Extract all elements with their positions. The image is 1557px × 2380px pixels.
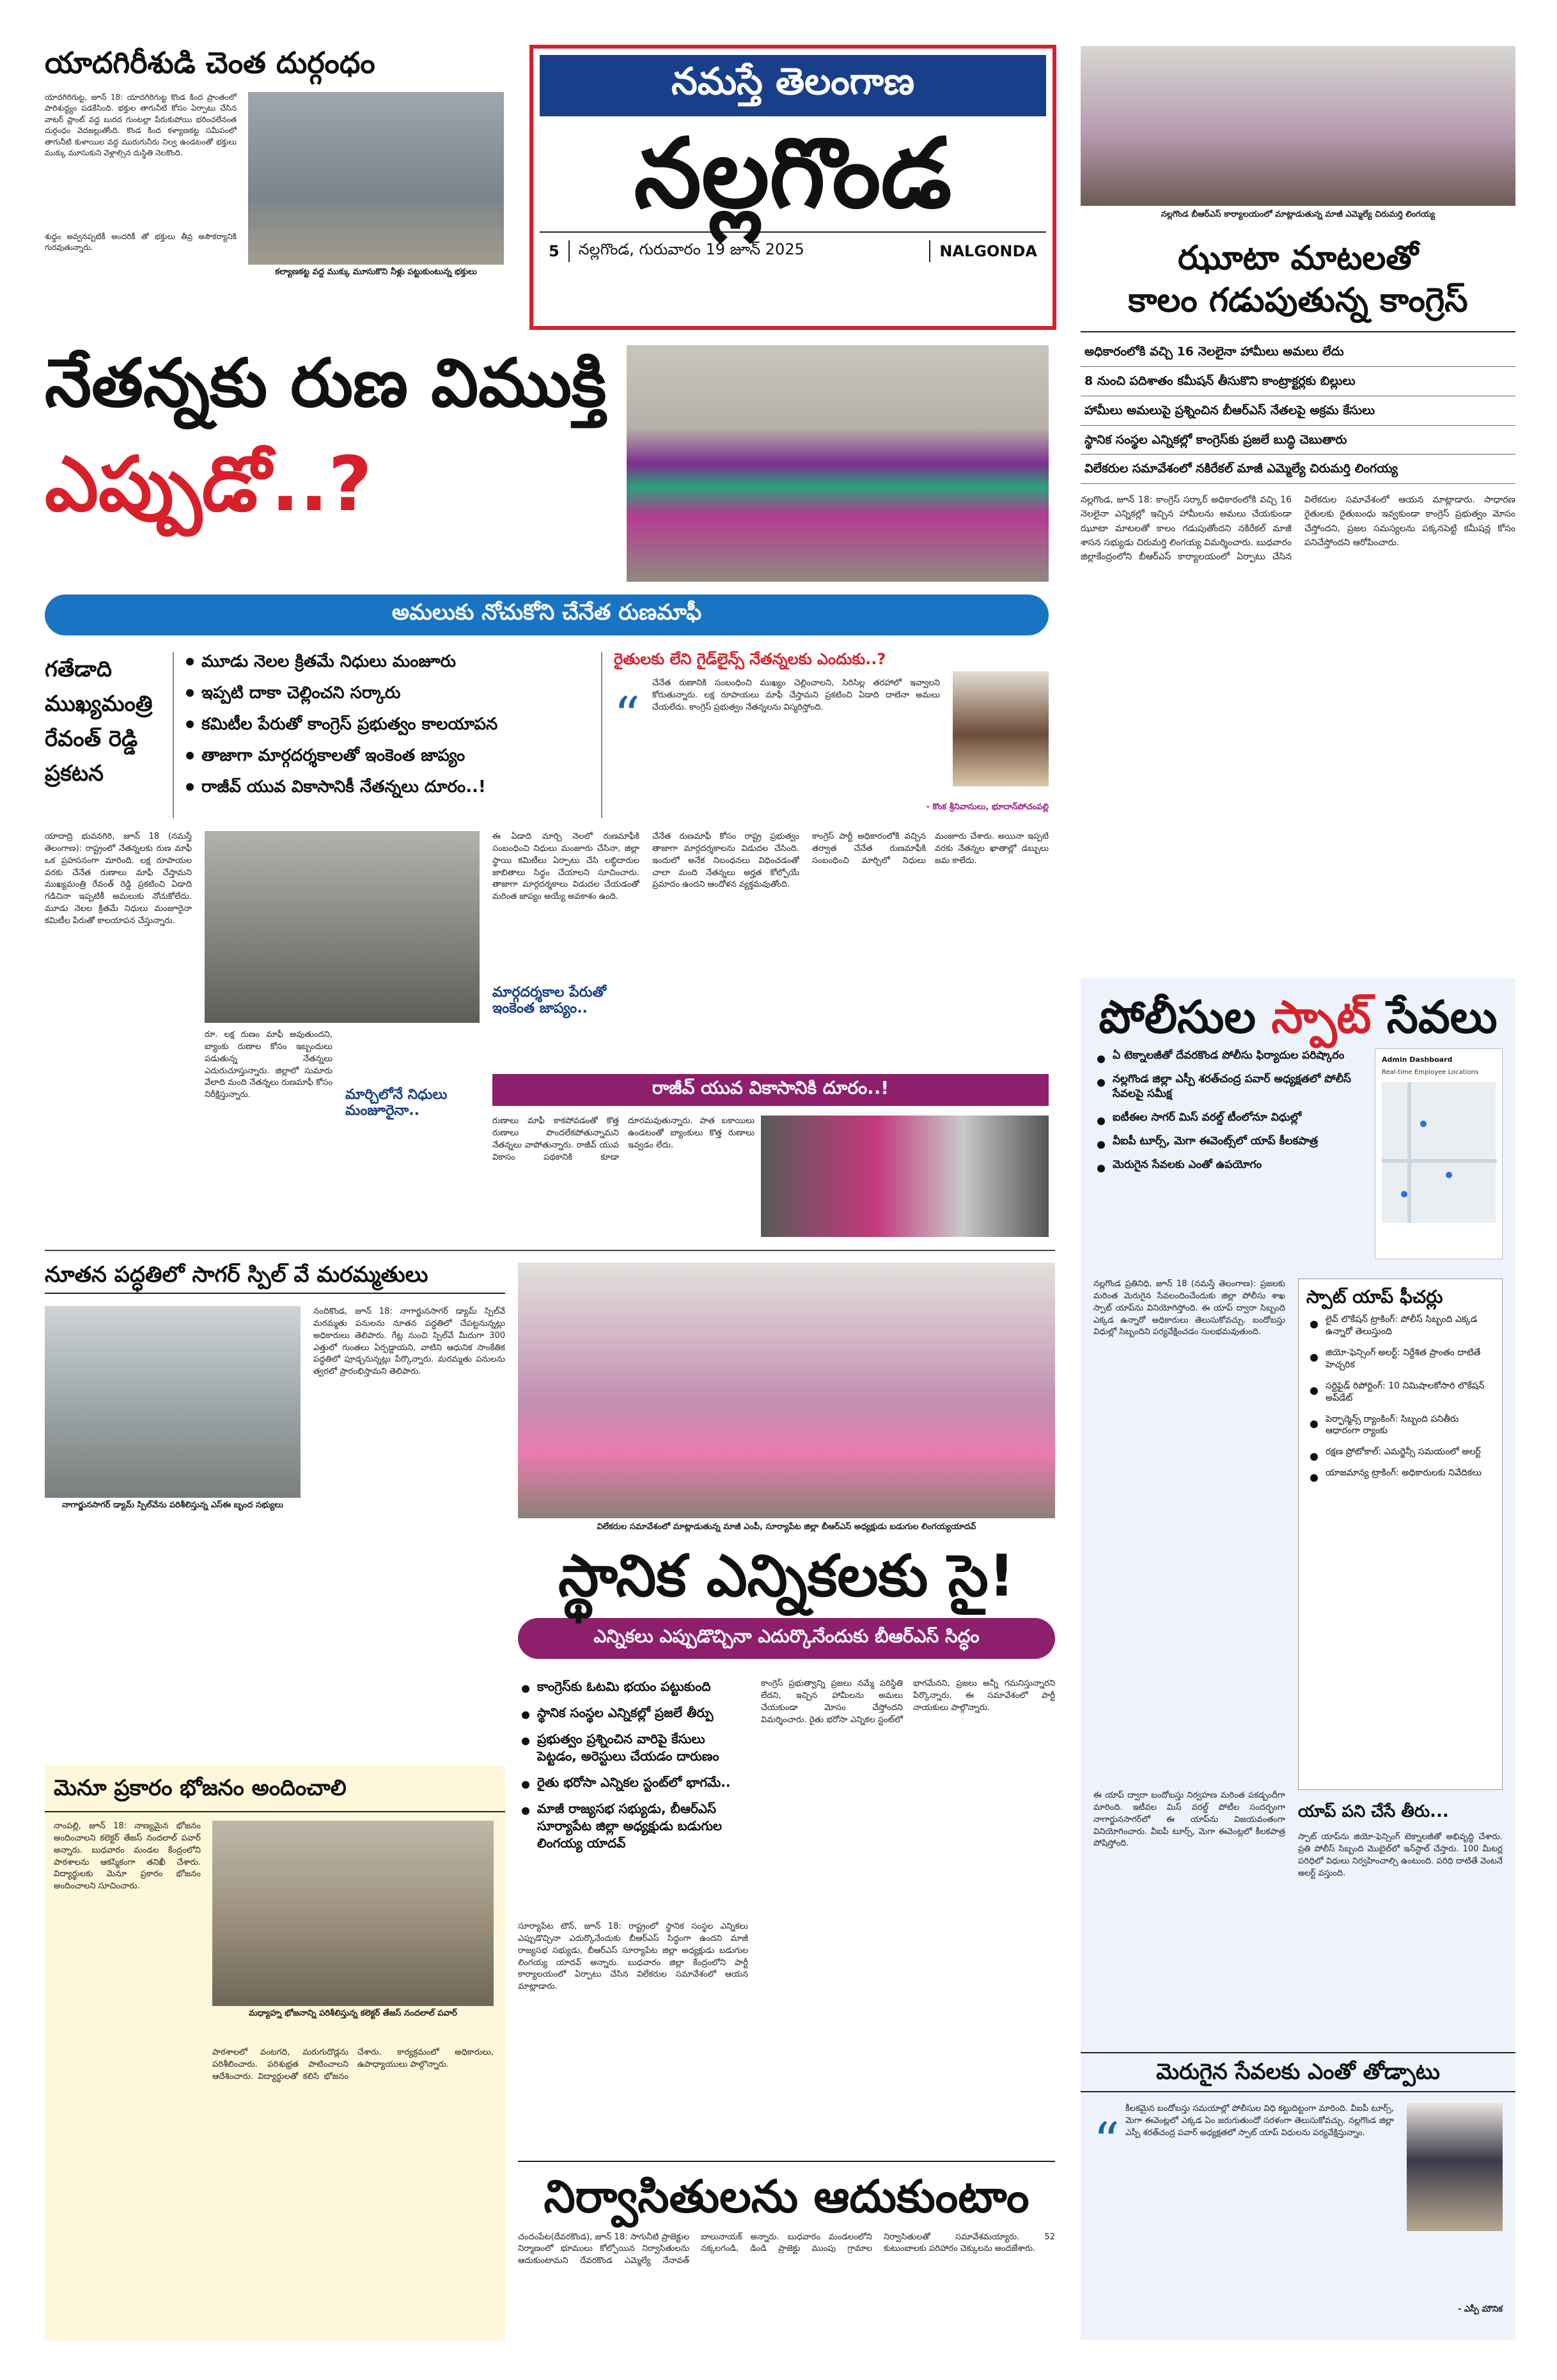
brs-meet-headline: స్థానిక ఎన్నికలకు సై! (558, 1542, 1015, 1610)
menu-story (45, 1766, 505, 2341)
weaver-point: కమిటీల పేరుతో కాంగ్రెస్ ప్రభుత్వం కాలయాపన (182, 713, 591, 736)
weaver-quote-title: రైతులకు లేని గైడ్‌లైన్స్ నేతన్నలకు ఎందుకు..? (614, 650, 886, 668)
press-meet-point: అధికారంలోకి వచ్చి 16 నెలలైనా హామీలు అమలు లేదు (1081, 338, 1515, 367)
yadagiri-story (45, 46, 505, 321)
weaver-point: ఇప్పటి దాకా చెల్లించని సర్కారు (182, 682, 591, 704)
brs-meet-point: కాంగ్రెస్‌కు ఓటమి భయం పట్టుకుంది (518, 1678, 748, 1695)
feature-item: సర్టిఫైడ్ రిపోర్టింగ్: 10 నిమిషాలకోసారి లొకేషన్ అప్‌డేట్ (1306, 1380, 1494, 1404)
weaver-banner (45, 595, 1049, 635)
press-meet-headline-2: కాలం గడుపుతున్న కాంగ్రెస్ (1128, 281, 1468, 320)
how-title: యాప్ పని చేసే తీరు... (1298, 1802, 1449, 1821)
press-meet-points (1081, 338, 1515, 483)
masthead-date-bar (540, 231, 1046, 270)
brs-meet-point: మాజీ రాజ్యసభ సభ్యుడు, బీఆర్ఎస్ సూర్యాపేట జిల్లా అధ్యక్షుడు బడుగుల లింగయ్య యాదవ్ (518, 1800, 748, 1852)
brs-meet-point: స్థానిక సంస్థల ఎన్నికల్లో ప్రజలే తీర్పు (518, 1704, 748, 1722)
sagar-headline: నూతన పద్ధతిలో సాగర్ స్పిల్ వే మరమ్మతులు (45, 1263, 505, 1294)
yadagiri-body: యాదగిరిగుట్ట, జూన్ 18: యాదగిరిగుట్ట కొండ కింద ప్రాంతంలో పారిశుద్ధ్యం పడకేసింది. భక్తుల తాగునీటి కోసం ఏర్పాటు చేసిన వాటర్ ప్లాంట్ వద్ద బురద గుంటల్లా పేరుకుపోయి భరించలేనంత దుర్గంధం వెదజల్లుతోంది. కొండ కింద కళ్యాణకట్ట సమీపంలో తాగునీటి కుళాయిల వద్ద మురుగునీరు నిల్వ ఉండటంతో భక్తులు ముక్కు మూసుకుని వెళ్లాల్సిన దుస్థితి నెలకొంది. (45, 93, 237, 157)
sagar-caption: నాగార్జునసాగర్ డ్యామ్ స్పిల్‌వేను పరిశీలిస్తున్న ఎస్ఈ బృంద సభ్యులు (62, 1500, 283, 1510)
weaver-body-3: చేనేత రుణమాఫీ కోసం రాష్ట్ర ప్రభుత్వం తాజాగా మార్గదర్శకాలను విడుదల చేసింది. ఇందులో అనేక నిబంధనలు విధించడంతో చాలా మంది నేతన్నలు అర్హత కోల్పోయే ప్రమాదం ఉందని ఆందోళన వ్యక్తమవుతోంది. (652, 832, 799, 890)
app-subtitle: Real-time Employee Locations (1382, 1069, 1479, 1076)
press-meet-point: హామీలు అమలుపై ప్రశ్నించిన బీఆర్ఎస్ నేతలపై అక్రమ కేసులు (1081, 396, 1515, 426)
edition-english: NALGONDA (939, 242, 1037, 260)
page-number: 5 (549, 242, 559, 260)
police-point: వీఐపీ టూర్స్, మెగా ఈవెంట్స్‌లో యాప్ కీలకపాత్ర (1093, 1134, 1362, 1149)
brs-meet-point: ప్రభుత్వం ప్రశ్నించిన వారిపై కేసులు పెట్టడం, అరెస్టులు చేయడం దారుణం (518, 1731, 748, 1765)
rajiv-banner (492, 1074, 1049, 1106)
brs-meet-points (518, 1678, 748, 1861)
rajiv-body: రుణాలు మాఫీ కాకపోవడంతో కొత్త రుణాలు పొందలేకపోతున్నామని నేతన్నలు వాపోతున్నారు. రాజీవ్ యువ వికాసం పథకానికి కూడా దూరమవుతున్నారు. పాత బకాయిలు ఉండటంతో బ్యాంకులు కొత్త రుణాలు ఇవ్వడం లేదు. (492, 1116, 755, 1162)
weaver-quote-body: చేనేత రుణానికి సంబంధించి ముఖ్యం చెల్లించాలని, సిరిసిల్ల తరహాలో ఇవ్వాలని కోరుతున్నారు. లక్ష రూపాయలు మాఫీ చేస్తామని ప్రకటించి ఏడాది దాటినా అమలు చేయలేదు. కాంగ్రెస్ ప్రభుత్వం నేతన్నలను విస్మరిస్తోంది. (652, 678, 940, 712)
police-body-1: నల్లగొండ ప్రతినిధి, జూన్ 18 (నమస్తే తెలంగాణ): ప్రజలకు మరింత మెరుగైన సేవలందించేందుకు జిల్లా పోలీసు శాఖ స్పాట్ యాప్‌ను వినియోగిస్తోంది. ఈ యాప్ ద్వారా సిబ్బంది ఎక్కడ ఉన్నారో అధికారులు తెలుసుకోవచ్చు. బందోబస్తు విధుల్లో సిబ్బందిని పర్యవేక్షించడం సులభమవుతుంది. (1093, 1279, 1285, 1337)
rajiv-banner-text: రాజీవ్ యువ వికాసానికి దూరం..! (652, 1077, 889, 1098)
sp-portrait (1407, 2103, 1503, 2231)
brs-meet-caption: విలేకరుల సమావేశంలో మాట్లాడుతున్న మాజీ ఎంపీ, సూర్యాపేట జిల్లా బీఆర్ఎస్ అధ్యక్షుడు బడుగుల లింగయ్యయాదవ్ (597, 1522, 976, 1532)
weaver-subhead-1: మార్గదర్శకాల పేరుతో ఇంకెంత జాప్యం.. (492, 984, 606, 1017)
brs-meet-story (518, 1263, 1055, 2148)
brs-meet-body-2: కాంగ్రెస్ ప్రభుత్వాన్ని ప్రజలు నమ్మే పరిస్థితి లేదని, ఇచ్చిన హామీలను అమలు చేయకుండా మోసం చేస్తోందని విమర్శించారు. రైతు భరోసా ఎన్నికల స్టంట్‌లో భాగమేనని, ప్రజలు అన్నీ గమనిస్తున్నారని పేర్కొన్నారు. ఈ సమావేశంలో పార్టీ నాయకులు పాల్గొన్నారు. (761, 1679, 1055, 1725)
ext-title: మెరుగైన సేవలకు ఎంతో తోడ్పాటు (1081, 2052, 1515, 2092)
quote-mark-icon: “ (1093, 2112, 1120, 2171)
weaver-portrait (953, 671, 1049, 786)
police-point: ఏ టెక్నాలజీతో దేవరకొండ పోలీసు ఫిర్యాదుల పరిష్కారం (1093, 1048, 1362, 1063)
weaver-points (182, 651, 591, 807)
evacuees-headline: నిర్వాసితులను ఆదుకుంటాం (544, 2170, 1029, 2223)
ext-by: - ఎస్పీ మౌనిక (1457, 2305, 1503, 2314)
masthead (529, 45, 1056, 330)
weaver-at-loom-photo (205, 831, 480, 1023)
press-meet-story (1081, 46, 1515, 967)
handloom-saree-photo (761, 1116, 1049, 1237)
masthead-edition: నల్లగొండ (634, 118, 952, 229)
ext-body: కీలకమైన బందోబస్తు సమయాల్లో పోలీసుల విధి కట్టుదిట్టంగా మారింది. వీఐపీ టూర్స్, మెగా ఈవెంట్లలో ఎక్కడ ఏం జరుగుతుందో సరళంగా తెలుసుకోవచ్చు. నల్లగొండ జిల్లా ఎస్పీ శరత్‌చంద్ర పవార్ అధ్యక్షతలో స్పాట్ యాప్ విధులను పర్యవేక్షిస్తున్నాం. (1125, 2104, 1394, 2138)
brs-meet-banner-text: ఎన్నికలు ఎప్పుడొచ్చినా ఎదుర్కొనేందుకు బీఆర్ఎస్ సిద్ధం (593, 1626, 980, 1647)
menu-caption: మధ్యాహ్న భోజనాన్ని పరిశీలిస్తున్న కలెక్టర్ తేజస్ నందలాల్ పవార్ (249, 2009, 457, 2018)
press-meet-body: నల్లగొండ, జూన్ 18: కాంగ్రెస్ సర్కార్ అధికారంలోకి వచ్చి 16 నెలలైనా ఎన్నికల్లో ఇచ్చిన హామీలను అమలు చేయకుండా ఝూటా మాటలతో కాలం గడుపుతోందని నకిరేకల్ మాజీ శాసన సభ్యుడు చిరుమర్తి లింగయ్య విమర్శించారు. బుధవారం జిల్లాకేంద్రంలోని బీఆర్ఎస్ కార్యాలయంలో ఏర్పాటు చేసిన విలేకరుల సమావేశంలో ఆయన మాట్లాడారు. సాధారణ రైతులకు రైతుబంధు ఇవ్వకుండా కాంగ్రెస్ ప్రభుత్వం మోసం చేస్తోందని, ప్రజల సమస్యలను పక్కనపెట్టి కమీషన్ల కోసం పనిచేస్తోందని ఆరోపించారు. (1081, 494, 1515, 563)
brs-meet-photo (518, 1263, 1055, 1518)
police-point: ఐటీఈల సాగర్ మిస్ వరల్డ్ టీంలోనూ విధుల్లో (1093, 1110, 1362, 1125)
press-meet-headline-1: ఝూటా మాటలతో (1177, 238, 1419, 277)
handloom-photo (627, 345, 1049, 582)
press-meet-point: స్థానిక సంస్థల ఎన్నికల్లో కాంగ్రెస్‌కు ప్రజలే బుద్ధి చెబుతారు (1081, 426, 1515, 455)
press-meet-point: 8 నుంచి పదిశాతం కమీషన్ తీసుకొని కాంట్రాక్టర్లకు బిల్లులు (1081, 367, 1515, 396)
police-story (1081, 978, 1515, 2340)
feature-item: లైవ్ లొకేషన్ ట్రాకింగ్: పోలీస్ సిబ్బంది ఎక్కడ ఉన్నారో తెలుస్తుంది (1306, 1314, 1494, 1338)
divider (45, 1250, 1055, 1251)
weaver-side-note: గతేడాది ముఖ్యమంత్రి రేవంత్ రెడ్డి ప్రకటన (45, 657, 153, 787)
weaver-body-4: రూ. లక్ష రుణం మాఫీ అవుతుందని, బ్యాంకు రుణాల కోసం ఇబ్బందులు పడుతున్న నేతన్నలు ఎదురుచూస్తున్నారు. జిల్లాలో సుమారు వేలాది మంది నేతన్నలు రుణమాఫీ కోసం నిరీక్షిస్తున్నారు. (205, 1030, 333, 1100)
yadagiri-headline: యాదగిరీశుడి చెంత దుర్గంధం (45, 45, 375, 80)
masthead-brand-bar (540, 55, 1046, 116)
masthead-brand: నమస్తే తెలంగాణ (671, 59, 914, 103)
feature-item: యాజమాన్య ట్రాకింగ్: అధికారులకు నివేదికలు (1306, 1467, 1494, 1479)
police-point: నల్లగొండ జిల్లా ఎస్పీ శరత్‌చంద్ర పవార్ అధ్యక్షతలో పోలీస్ సేవలపై సమీక్ష (1093, 1072, 1362, 1101)
weaver-point: తాజాగా మార్గదర్శకాలతో ఇంకెంత జాప్యం (182, 745, 591, 767)
police-body-2: ఈ యాప్ ద్వారా బందోబస్తు నిర్వహణ మరింత పకడ్బందీగా మారింది. ఇటీవల మిస్ వరల్డ్ పోటీల సందర్భంగా నాగార్జునసాగర్‌లో ఈ యాప్‌ను విజయవంతంగా వినియోగించారు. వీఐపీ టూర్స్, మెగా ఈవెంట్లలో కీలకపాత్ర పోషిస్తోంది. (1093, 1791, 1285, 1849)
press-meet-caption: నల్లగొండ బీఆర్ఎస్ కార్యాలయంలో మాట్లాడుతున్న మాజీ ఎమ్మెల్యే చిరుమర్తి లింగయ్య (1161, 210, 1436, 219)
police-points (1093, 1048, 1362, 1181)
menu-body-1: నాంపల్లి, జూన్ 18: నాణ్యమైన భోజనం అందించాలని కలెక్టర్ తేజస్ నందలాల్ పవార్ అన్నారు. బుధవారం మండల కేంద్రంలోని పాఠశాలను ఆకస్మికంగా తనిఖీ చేశారు. విద్యార్థులకు మెనూ ప్రకారం భోజనం అందించాలని సూచించారు. (54, 1821, 201, 1892)
quote-mark-icon: “ (614, 686, 640, 745)
weaver-story (45, 345, 1055, 1253)
how-body: స్పాట్ యాప్‌ను జియో-ఫెన్సింగ్ టెక్నాలజీతో అభివృద్ధి చేశారు. ప్రతి పోలీస్ సిబ్బంది మొబైల్‌లో ఇన్‌స్టాల్ చేస్తారు. 100 మీటర్ల పరిధిలో విధులు నిర్వహించాల్సి ఉంటుంది. పరిధి దాటితే వెంటనే అలర్ట్ వస్తుంది. (1298, 1832, 1503, 1878)
police-headline-a: పోలీసుల (1099, 991, 1256, 1043)
feature-item: పెర్ఫార్మెన్స్ ర్యాంకింగ్: సిబ్బంది పనితీరు ఆధారంగా ర్యాంకు (1306, 1413, 1494, 1438)
weaver-headline-1: నేతన్నకు రుణ విముక్తి (45, 344, 607, 422)
brs-meet-point: రైతు భరోసా ఎన్నికల స్టంట్‌లో భాగమే.. (518, 1774, 748, 1791)
features-title: స్పాట్ యాప్ ఫీచర్లు (1306, 1286, 1443, 1307)
police-headline-c: సేవలు (1386, 991, 1498, 1043)
yadagiri-tail: శుద్ధం అవ్వనప్పటికీ అందరికీ తో భక్తులు తీవ్ర అసౌకర్యానికి గురవుతున్నారు. (45, 232, 237, 253)
dateline: నల్లగొండ, గురువారం 19 జూన్ 2025 (568, 240, 931, 262)
yadagiri-photo (248, 92, 504, 265)
weaver-point: మూడు నెలల క్రితమే నిధులు మంజూరు (182, 651, 591, 673)
weaver-banner-text: అమలుకు నోచుకోని చేనేత రుణమాఫీ (391, 600, 702, 625)
sagar-photo (45, 1306, 301, 1498)
features-list (1306, 1314, 1494, 1479)
weaver-point: రాజీవ్ యువ వికాసానికీ నేతన్నలు దూరం..! (182, 776, 591, 798)
weaver-body-2: ఈ ఏడాది మార్చి నెలలో రుణమాఫీకి సంబంధించి నిధులు మంజూరు చేసినా, జిల్లా స్థాయి కమిటీలు ఏర్పాటు చేసి లబ్ధిదారుల జాబితాలు సిద్ధం చేయాలని సూచించారు. తాజాగా మార్గదర్శకాలు విడుదల చేయడంతో మరింత జాప్యం అయ్యే అవకాశం ఉంది. (492, 832, 639, 902)
weaver-body-1: యాదాద్రి భువనగిరి, జూన్ 18 (నమస్తే తెలంగాణ): రాష్ట్రంలో నేతన్నలకు రుణ మాఫీ ఒక ప్రహసనంగా మారింది. లక్ష రూపాయల వరకు చేనేత రుణాలు మాఫీ చేస్తామని ముఖ్యమంత్రి రేవంత్ రెడ్డి ప్రకటించి ఏడాది గడిచినా ఇప్పటికీ అమలుకు నోచుకోలేదు. మూడు నెలల క్రితమే నిధులు మంజూరైనా కమిటీల పేరుతో కాలయాపన చేస్తున్నారు. (45, 832, 192, 926)
feature-item: రక్షణ ప్రోటోకాల్: ఎమర్జెన్సీ సమయంలో అలర్ట్ (1306, 1446, 1494, 1458)
brs-meet-body-1: సూర్యాపేట టౌన్, జూన్ 18: రాష్ట్రంలో స్థానిక సంస్థల ఎన్నికలు ఎప్పుడొచ్చినా ఎదుర్కొనేందుకు బీఆర్ఎస్ సిద్ధంగా ఉందని మాజీ రాజ్యసభ సభ్యుడు, బీఆర్ఎస్ సూర్యాపేట జిల్లా అధ్యక్షుడు బడుగుల లింగయ్య యాదవ్ అన్నారు. బుధవారం జిల్లా కేంద్రంలోని పార్టీ కార్యాలయంలో ఏర్పాటు చేసిన విలేకరుల సమావేశంలో ఆయన మాట్లాడారు. (518, 1922, 748, 1992)
menu-body-2: పాఠశాలలో వంటగది, మరుగుదొడ్లను పరిశీలించారు. పరిశుభ్రత పాటించాలని ఆదేశించారు. విద్యార్థులతో కలిసి భోజనం చేశారు. కార్యక్రమంలో అధికారులు, ఉపాధ్యాయులు పాల్గొన్నారు. (212, 2048, 494, 2081)
press-meet-photo (1081, 46, 1515, 206)
menu-headline: మెనూ ప్రకారం భోజనం అందించాలి (45, 1766, 505, 1812)
police-headline-b: స్పాట్ (1271, 991, 1372, 1043)
brs-meet-banner (518, 1618, 1055, 1659)
features-box (1298, 1279, 1503, 1790)
weaver-subhead-2: మార్చిలోనే నిధులు మంజూరైనా.. (345, 1087, 448, 1119)
evacuees-body: చందంపేట(దేవరకొండ), జూన్ 18: సాగునీటి ప్రాజెక్టుల నిర్మాణంలో భూములు కోల్పోయిన నిర్వాసితులను ఆదుకుంటామని దేవరకొండ ఎమ్మెల్యే నేనావత్ బాలునాయక్ అన్నారు. బుధవారం మండలంలోని నక్కలగండి, డిండి ప్రాజెక్టు ముంపు గ్రామాల నిర్వాసితులతో సమావేశమయ్యారు. 52 కుటుంబాలకు పరిహారం చెక్కులను అందజేశారు. (518, 2232, 1055, 2266)
menu-photo (212, 1821, 494, 2006)
weaver-body-5: కాంగ్రెస్ పార్టీ అధికారంలోకి వచ్చిన తర్వాత చేనేత రుణమాఫీకి సంబంధించి మార్చిలో నిధులు మంజూరు చేశారు. అయినా ఇప్పటి వరకు నేతన్నల ఖాతాల్లో డబ్బులు జమ కాలేదు. (812, 832, 1049, 866)
feature-item: జియో-ఫెన్సింగ్ అలర్ట్: నిర్దేశిత ప్రాంతం దాటితే హెచ్చరిక (1306, 1347, 1494, 1371)
map-icon (1382, 1082, 1496, 1223)
app-title: Admin Dashboard (1382, 1055, 1453, 1064)
weaver-quote-by: - కొంక శ్రీనివాసులు, భూదాన్‌పోచంపల్లి (926, 802, 1049, 812)
yadagiri-caption: కల్యాణకట్ట వద్ద ముక్కు మూసుకొని నీళ్లు పట్టుకుంటున్న భక్తులు (275, 267, 477, 277)
weaver-headline-2: ఎప్పుడో..? (45, 440, 372, 528)
sagar-body: నందికొండ, జూన్ 18: నాగార్జునసాగర్ డ్యామ్ స్పిల్‌వే మరమ్మతు పనులను నూతన పద్ధతిలో చేపట్టనున్నట్లు అధికారులు తెలిపారు. గేట్ల నుంచి స్పిల్‌వే మీదుగా 300 ఎత్తులో గుంతలు ఏర్పడ్డాయని, వాటిని ఆధునిక సాంకేతిక పద్ధతిలో పూడ్చనున్నట్లు పేర్కొన్నారు. మరమ్మతు పనులను త్వరలో ప్రారంభిస్తామని తెలిపారు. (313, 1307, 505, 1377)
police-point: మెరుగైన సేవలకు ఎంతో ఉపయోగం (1093, 1158, 1362, 1172)
press-meet-point: విలేకరుల సమావేశంలో నకిరేకల్ మాజీ ఎమ్మెల్యే చిరుమర్తి లింగయ్య (1081, 455, 1515, 484)
sagar-story (45, 1263, 505, 1758)
evacuees-story (518, 2161, 1055, 2346)
app-screenshot (1375, 1048, 1503, 1259)
